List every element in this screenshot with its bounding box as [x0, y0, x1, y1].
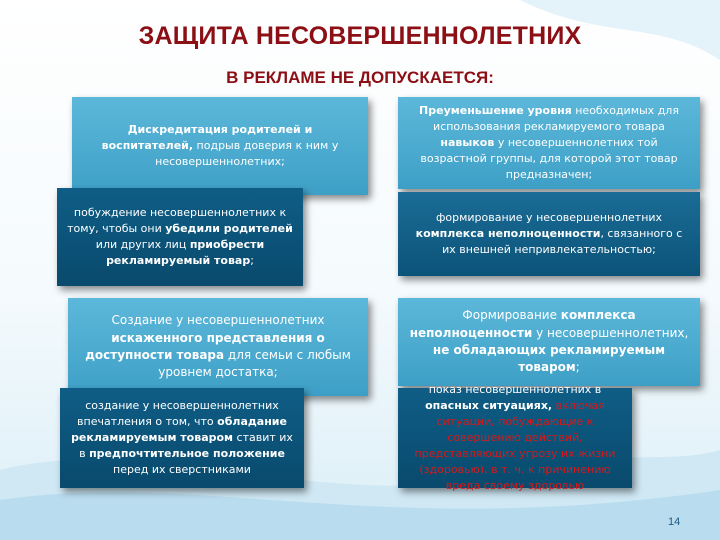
box3-bold-a: Преуменьшение уровня: [419, 104, 572, 118]
box1-bold: Дискредитация родителей и воспитателей,: [101, 123, 313, 153]
box4-bold: комплекса неполноценности: [415, 227, 601, 241]
box6-bold-a: обладание рекламируемым товаром: [71, 415, 287, 445]
box-affordability: [68, 298, 368, 396]
box7-text-a: Формирование: [462, 308, 561, 323]
box-understate-skills: [398, 97, 700, 189]
box2-text-c: ;: [250, 253, 254, 267]
box7-text-b: у несовершеннолетних,: [532, 325, 689, 340]
slide-title: ЗАЩИТА НЕСОВЕРШЕННОЛЕТНИХ: [138, 22, 582, 50]
box-dangerous-situations: [398, 383, 632, 492]
box2-text-a: побуждение несовершеннолетних к тому, чтобы они: [67, 206, 287, 236]
box1-text: подрыв доверия к ним у несовершеннолетних;: [155, 139, 339, 168]
box6-text-c: перед их сверстниками: [113, 462, 251, 476]
box4-text-b: , связанного с их внешней непривлекательностью;: [442, 227, 683, 256]
box7-text-c: ;: [575, 360, 580, 375]
box-discredit-parents: [72, 97, 368, 195]
slide-subtitle: В РЕКЛАМЕ НЕ ДОПУСКАЕТСЯ:: [226, 68, 494, 87]
box8-text-a: показ несовершеннолетних в: [428, 383, 602, 397]
box6-bold-b: предпочтительное положение: [89, 446, 285, 460]
box8-red-text: включая ситуации, побуждающие к совершению действий, представляющих угрозу их жизни (здоровью), в т. ч. к причинению вреда своему здоровью: [414, 399, 616, 492]
box-preferred-position: [60, 388, 304, 488]
box5-bold: искаженного представления о доступности товара: [85, 330, 325, 362]
box5-text-b: для семьи с любым уровнем достатка;: [158, 348, 351, 380]
box3-bold-b: навыков: [440, 136, 495, 150]
box7-bold-b: не обладающих рекламируемым товаром: [432, 343, 666, 375]
box6-text-b: ставит их в: [79, 431, 293, 460]
box3-text-a: необходимых для использования рекламируемого товара: [433, 104, 679, 134]
box7-bold-a: комплекса неполноценности: [409, 308, 636, 340]
box6-text-a: создание у несовершеннолетних впечатления о том, что: [77, 399, 279, 429]
box2-text-b: или других лиц: [95, 238, 190, 251]
box5-text-a: Создание у несовершеннолетних: [111, 313, 325, 328]
box8-bold: опасных ситуациях,: [425, 399, 553, 413]
box-inferiority-not-owning: [398, 298, 700, 386]
box3-text-b: у несовершеннолетних той возрастной группы, для которой этот товар предназначен;: [420, 136, 678, 181]
box2-bold-b: приобрести рекламируемый товар: [106, 238, 265, 267]
page-number: 14: [668, 516, 681, 528]
box2-bold-a: убедили родителей: [165, 222, 293, 236]
box-persuade-parents: [57, 188, 303, 286]
box4-text-a: формирование у несовершеннолетних: [435, 211, 663, 225]
box-inferiority-appearance: [398, 192, 700, 276]
